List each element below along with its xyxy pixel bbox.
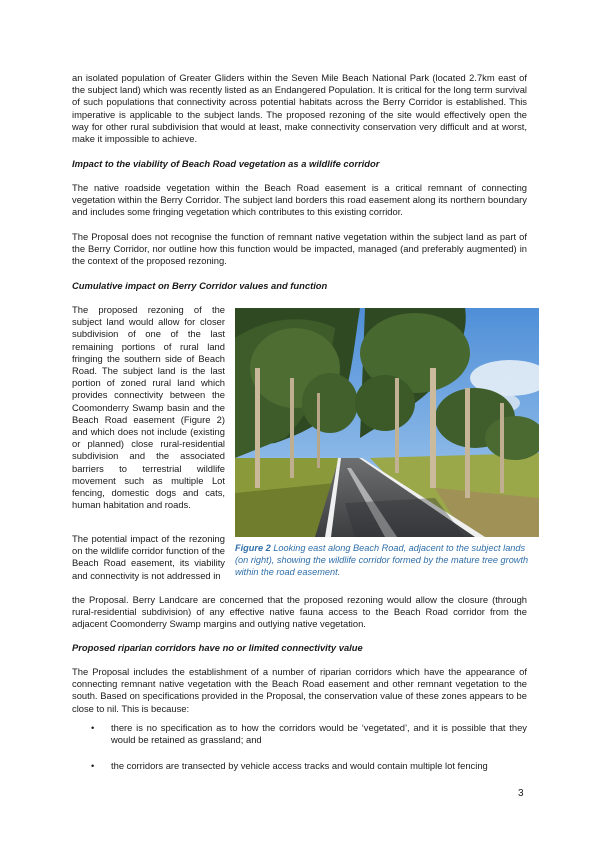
- list-item: [72, 722, 527, 746]
- paragraph-greater-gliders: an isolated population of Greater Gliders within the Seven Mile Beach National Park (located 2.7km east of the subject land) which was recently listed as an Endangered Population. It is critical for the long term survival of such populations that connectivity across potential habitats across the Berry Corridor is established. This imperative is applicable to the subject lands. The proposed rezoning of the site would effectively open the way for other rural subdivision that would at least, make connectivity conservation very difficult and at worst, make it impossible to achieve.: [72, 72, 527, 145]
- bullet-text: there is no specification as to how the corridors would be ‘vegetated’, and it is possible that they would be retained as grassland; and: [111, 722, 527, 746]
- paragraph-proposal-recognition: The Proposal does not recognise the function of remnant native vegetation within the subject land as part of the Berry Corridor, nor outline how this function would be impacted, managed (and preferably augmented) in the context of the proposed rezoning.: [72, 231, 527, 267]
- heading-riparian-corridors: Proposed riparian corridors have no or limited connectivity value: [72, 642, 363, 653]
- bullet-icon: •: [91, 760, 95, 772]
- figure-label: Figure 2: [235, 543, 271, 553]
- paragraph-roadside-vegetation: The native roadside vegetation within the Beach Road easement is a critical remnant of connecting vegetation within the Berry Corridor. The subject land borders this road easement along its northern boundary and includes some fringing vegetation which contributes to this existing corridor.: [72, 182, 527, 218]
- heading-beach-road-vegetation: Impact to the viability of Beach Road vegetation as a wildlife corridor: [72, 158, 380, 169]
- page-number: 3: [518, 788, 524, 799]
- list-item: [72, 760, 527, 772]
- paragraph-potential-impact-column: The potential impact of the rezoning on the wildlife corridor function of the Beach Road easement, its viability and connectivity is not addressed in: [72, 533, 225, 581]
- figure-caption-text: Looking east along Beach Road, adjacent to the subject lands (on right), showing the wildlife corridor formed by the mature tree growth within the road easement.: [235, 543, 529, 577]
- figure-2-caption: [235, 543, 539, 578]
- bullet-text: the corridors are transected by vehicle access tracks and would contain multiple lot fencing: [111, 760, 488, 772]
- reasons-bullet-list: [72, 722, 527, 787]
- paragraph-rezoning-column: The proposed rezoning of the subject land would allow for closer subdivision of one of the last remaining portions of rural land fringing the southern side of Beach Road. The subject land is the last portion of zoned rural land which provides connectivity between the Coomonderry Swamp basin and the Beach Road easement (Figure 2) and which does not include (existing or planned) close rural-residential subdivision and the associated barriers to terrestrial wildlife movement such as multiple Lot fencing, domestic dogs and cats, human habitation and roads.: [72, 304, 225, 511]
- paragraph-proposal-closure: the Proposal. Berry Landcare are concerned that the proposed rezoning would allow the closure (through rural-residential subdivision) of any effective native fauna access to the Beach Road corridor from the adjacent Coomonderry Swamp margins and outlying native vegetation.: [72, 594, 527, 630]
- beach-road-photo-image: [235, 308, 539, 537]
- paragraph-riparian-proposal: The Proposal includes the establishment of a number of riparian corridors which have the appearance of connecting remnant native vegetation with the Beach Road easement and other remnant vegetation to the south. Based on specifications provided in the Proposal, the conservation value of these zones appears to be close to nil. This is because:: [72, 666, 527, 714]
- bullet-icon: •: [91, 722, 95, 733]
- heading-cumulative-impact: Cumulative impact on Berry Corridor values and function: [72, 280, 328, 291]
- figure-2-photo: [235, 308, 539, 537]
